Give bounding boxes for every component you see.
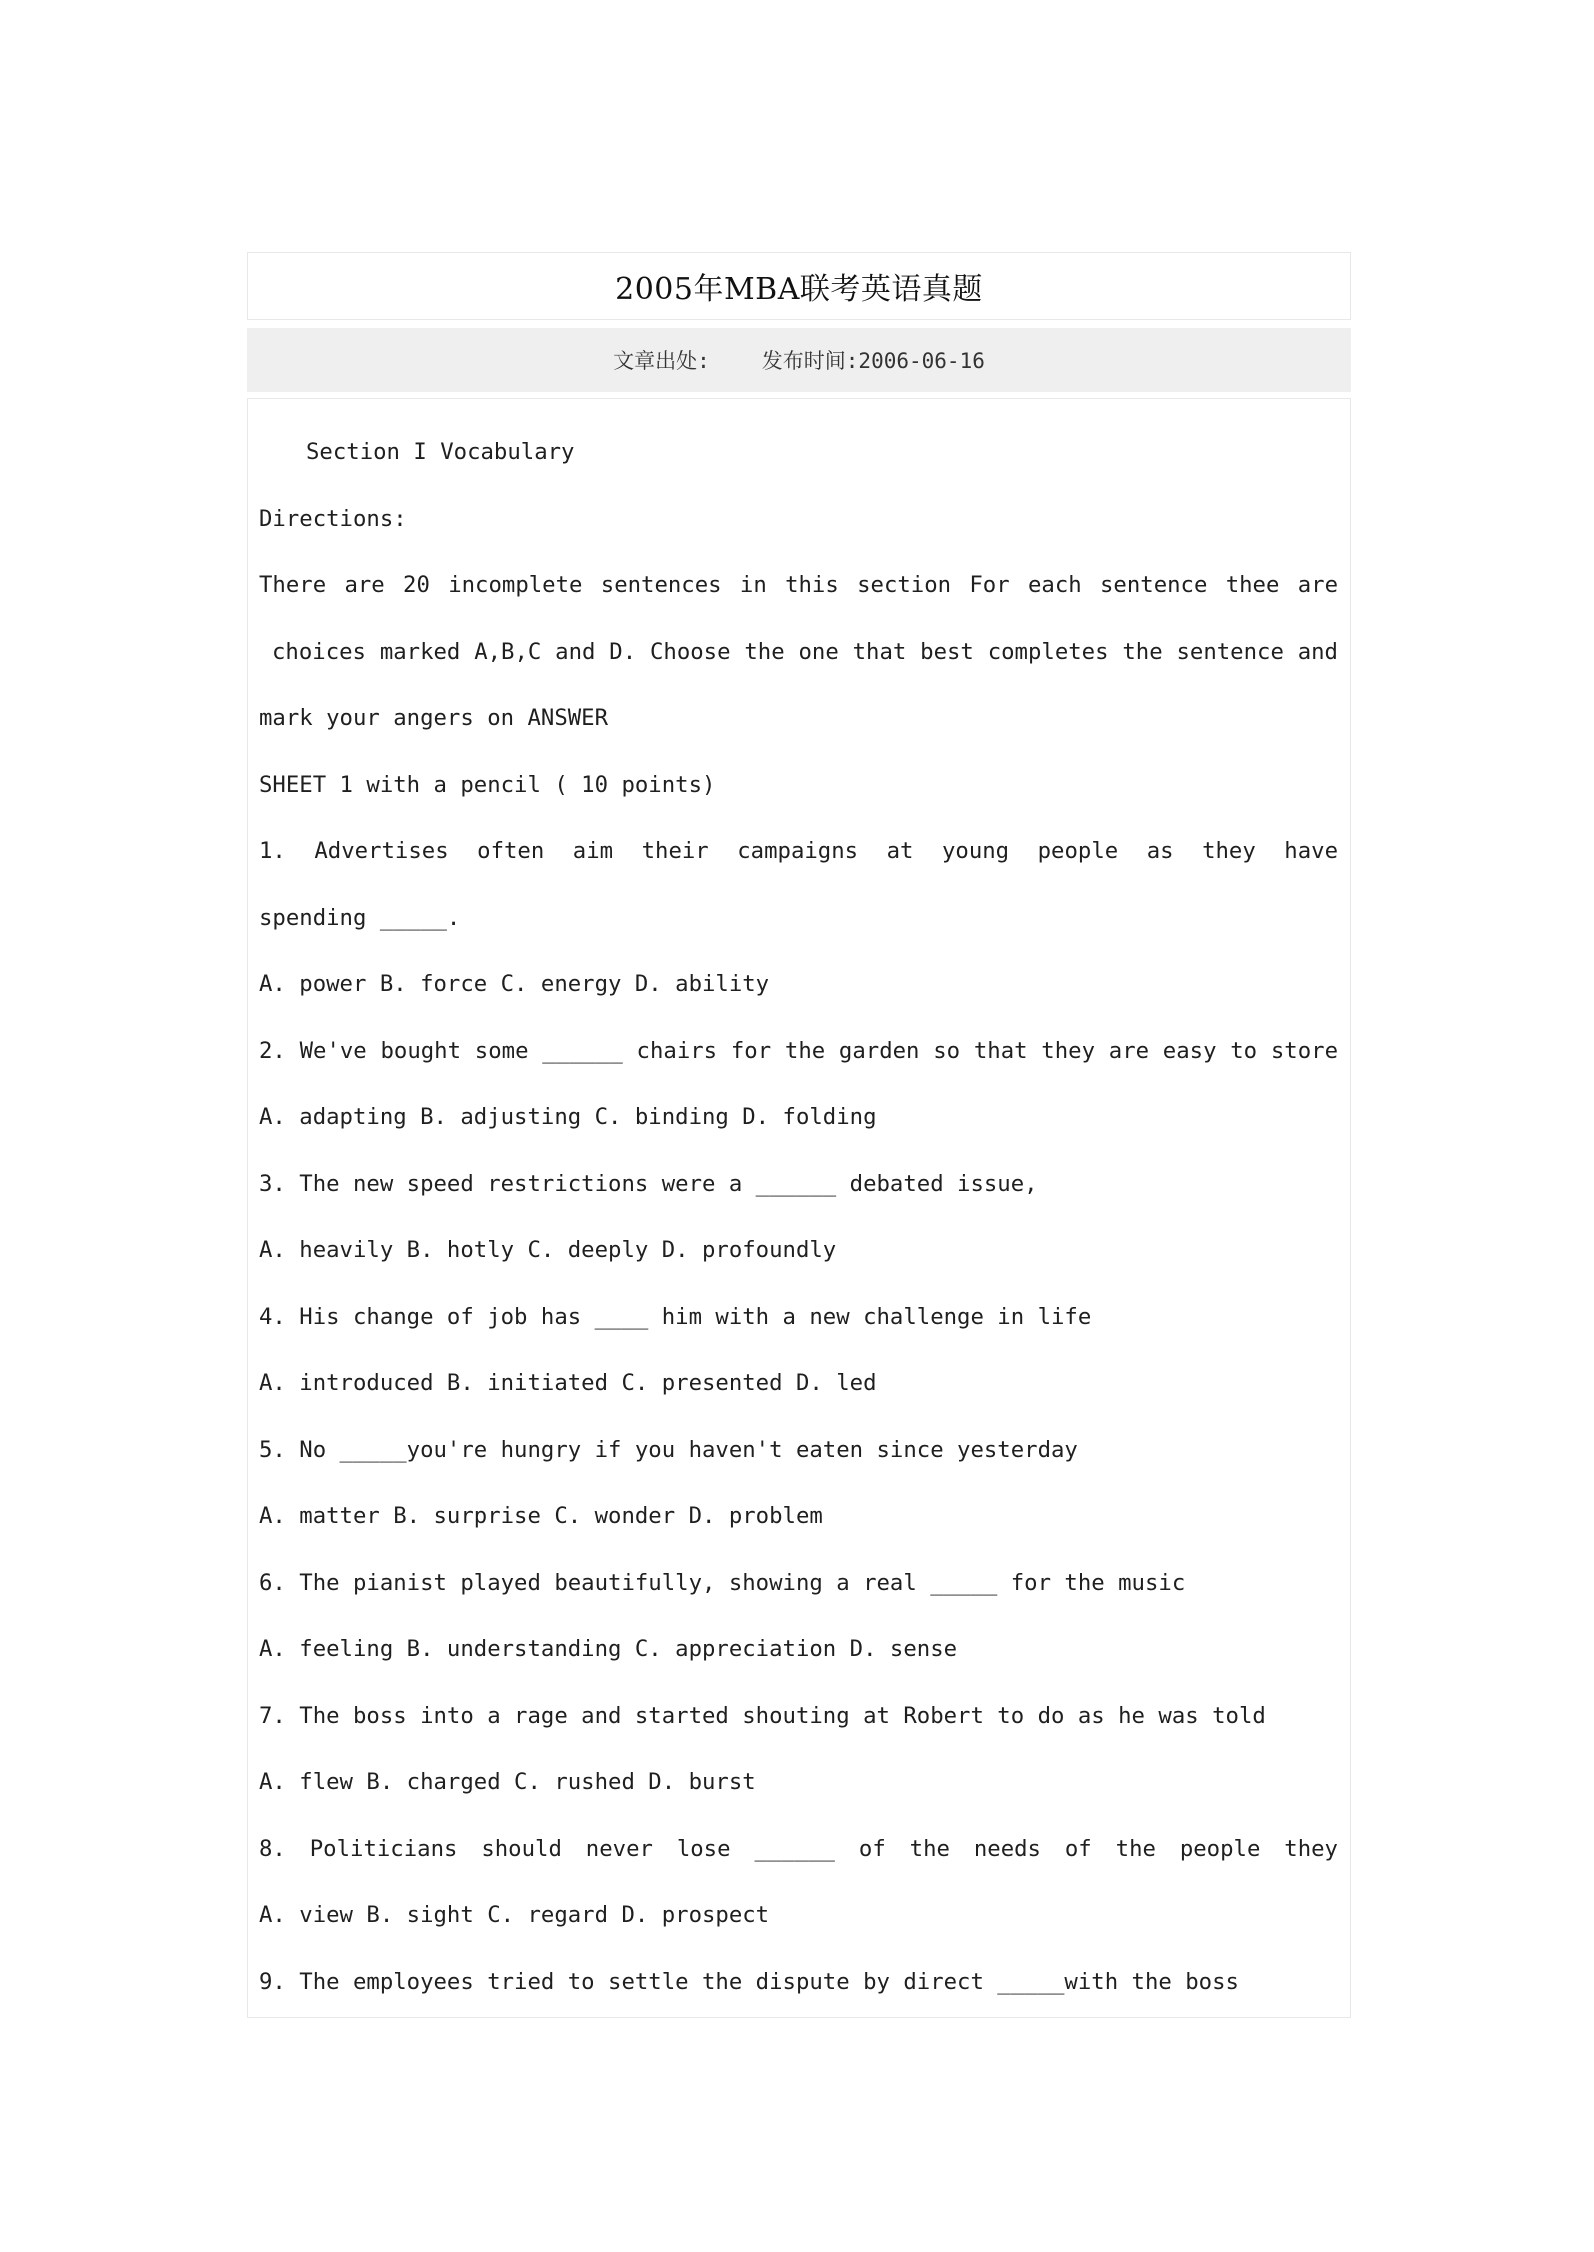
question-text: 8. Politicians should never lose ______ of the needs of the people they xyxy=(259,1835,1338,1862)
article xyxy=(247,252,1351,2018)
answer-options: A. flew B. charged C. rushed D. burst xyxy=(259,1769,756,1795)
article-meta-bar xyxy=(247,328,1351,392)
answer-options: A. adapting B. adjusting C. binding D. folding xyxy=(259,1104,877,1130)
source-label: 文章出处: xyxy=(613,349,710,373)
answer-options: A. matter B. surprise C. wonder D. problem xyxy=(259,1503,823,1529)
answer-options: A. heavily B. hotly C. deeply D. profoundly xyxy=(259,1237,837,1263)
article-body xyxy=(247,398,1351,2018)
directions-text: There are 20 incomplete sentences in this section For each sentence thee are xyxy=(259,572,1338,598)
directions-text: choices marked A,B,C and D. Choose the one that best completes the sentence and xyxy=(272,638,1338,665)
question-text: 4. His change of job has ____ him with a new challenge in life xyxy=(259,1303,1092,1330)
question-text: 7. The boss into a rage and started shouting at Robert to do as he was told xyxy=(259,1702,1266,1729)
answer-options: A. introduced B. initiated C. presented D. led xyxy=(259,1370,877,1396)
answer-options: A. view B. sight C. regard D. prospect xyxy=(259,1902,770,1928)
question-text: 6. The pianist played beautifully, showing a real _____ for the music xyxy=(259,1569,1186,1596)
directions-text: SHEET 1 with a pencil ( 10 points) xyxy=(259,771,716,798)
section-heading: Section I Vocabulary xyxy=(306,439,575,465)
directions-label: Directions: xyxy=(259,505,407,532)
answer-options: A. feeling B. understanding C. appreciation D. sense xyxy=(259,1636,958,1662)
question-text: 1. Advertises often aim their campaigns at young people as they have xyxy=(259,838,1338,864)
directions-text: mark your angers on ANSWER xyxy=(259,705,609,731)
answer-options: A. power B. force C. energy D. ability xyxy=(259,971,770,997)
question-text: 5. No _____you're hungry if you haven't eaten since yesterday xyxy=(259,1436,1078,1463)
question-text: 9. The employees tried to settle the dispute by direct _____with the boss xyxy=(259,1968,1239,1995)
title-box xyxy=(247,252,1351,320)
question-text: 3. The new speed restrictions were a ______ debated issue, xyxy=(259,1170,1038,1197)
question-text: spending _____. xyxy=(259,904,461,931)
article-title: 2005年MBA联考英语真题 xyxy=(615,272,983,307)
publish-date: 发布时间:2006-06-16 xyxy=(761,349,985,373)
question-text: 2. We've bought some ______ chairs for the garden so that they are easy to store xyxy=(259,1037,1338,1064)
